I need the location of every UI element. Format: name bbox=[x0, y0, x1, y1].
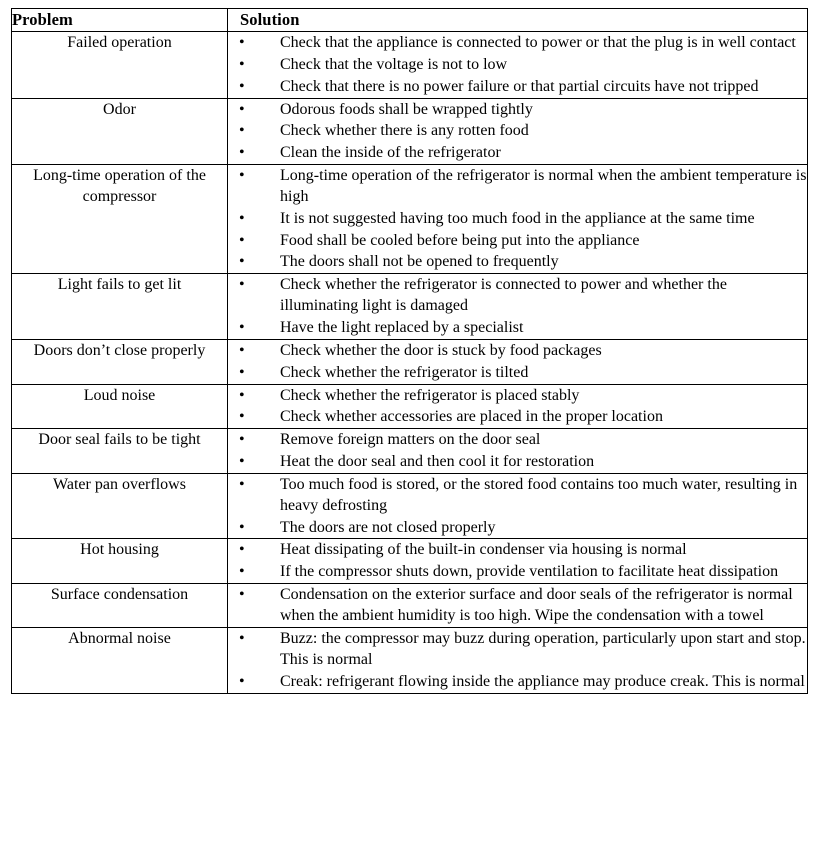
problem-label: Long-time operation of the compressor bbox=[33, 166, 206, 206]
column-header-solution: Solution bbox=[228, 9, 808, 32]
solution-list-item bbox=[228, 340, 807, 361]
solution-text: Check whether the refrigerator is connected to power and whether the illuminating light is damaged bbox=[280, 276, 727, 315]
bullet-icon: • bbox=[239, 672, 245, 690]
bullet-icon: • bbox=[239, 122, 245, 140]
bullet-icon: • bbox=[239, 341, 245, 359]
solution-text: Heat dissipating of the built-in condenser via housing is normal bbox=[280, 541, 687, 559]
solution-cell bbox=[228, 627, 808, 693]
solution-cell bbox=[228, 274, 808, 340]
solution-text: Check whether the door is stuck by food packages bbox=[280, 341, 602, 359]
table-header bbox=[12, 9, 808, 32]
solution-text: If the compressor shuts down, provide ventilation to facilitate heat dissipation bbox=[280, 563, 779, 581]
table-row bbox=[12, 539, 808, 584]
problem-label: Failed operation bbox=[67, 34, 172, 52]
solution-list bbox=[228, 340, 807, 383]
solution-list-item bbox=[228, 165, 807, 208]
problem-cell bbox=[12, 384, 228, 429]
table-row bbox=[12, 429, 808, 474]
solution-text: Have the light replaced by a specialist bbox=[280, 319, 524, 337]
solution-list-item bbox=[228, 451, 807, 472]
problem-label: Loud noise bbox=[83, 386, 156, 404]
solution-list bbox=[228, 165, 807, 273]
solution-list bbox=[228, 385, 807, 428]
table-row bbox=[12, 164, 808, 273]
solution-list-item bbox=[228, 362, 807, 383]
problem-cell bbox=[12, 164, 228, 273]
bullet-icon: • bbox=[239, 431, 245, 449]
solution-text: Food shall be cooled before being put into the appliance bbox=[280, 231, 640, 249]
solution-text: Condensation on the exterior surface and door seals of the refrigerator is normal when the ambient humidity is too high. Wipe the condensation with a towel bbox=[280, 585, 793, 625]
problem-label: Door seal fails to be tight bbox=[38, 431, 201, 449]
problem-cell bbox=[12, 98, 228, 164]
bullet-icon: • bbox=[239, 319, 245, 337]
bullet-icon: • bbox=[239, 231, 245, 249]
solution-list bbox=[228, 628, 807, 692]
solution-cell bbox=[228, 583, 808, 627]
bullet-icon: • bbox=[239, 629, 245, 647]
bullet-icon: • bbox=[239, 144, 245, 162]
troubleshooting-table bbox=[11, 8, 808, 694]
solution-text: Check whether accessories are placed in the proper location bbox=[280, 408, 663, 426]
problem-label: Surface condensation bbox=[50, 585, 189, 603]
solution-list-item bbox=[228, 628, 807, 671]
bullet-icon: • bbox=[239, 363, 245, 381]
solution-list-item bbox=[228, 54, 807, 75]
bullet-icon: • bbox=[239, 100, 245, 118]
bullet-icon: • bbox=[239, 276, 245, 294]
solution-cell bbox=[228, 384, 808, 429]
solution-list-item bbox=[228, 539, 807, 560]
problem-cell bbox=[12, 473, 228, 539]
solution-text: Long-time operation of the refrigerator is normal when the ambient temperature is high bbox=[280, 166, 807, 206]
solution-text: Creak: refrigerant flowing inside the appliance may produce creak. This is normal bbox=[280, 672, 805, 690]
solution-list-item bbox=[228, 584, 807, 627]
bullet-icon: • bbox=[239, 209, 245, 227]
problem-cell bbox=[12, 32, 228, 98]
solution-list bbox=[228, 539, 807, 582]
column-header-problem: Problem bbox=[12, 9, 228, 32]
problem-label: Odor bbox=[103, 100, 136, 118]
bullet-icon: • bbox=[239, 518, 245, 536]
solution-list bbox=[228, 584, 807, 627]
problem-label: Abnormal noise bbox=[68, 629, 171, 647]
problem-cell bbox=[12, 274, 228, 340]
bullet-icon: • bbox=[239, 56, 245, 74]
table-row bbox=[12, 583, 808, 627]
solution-text: Check whether the refrigerator is placed stably bbox=[280, 386, 580, 404]
solution-list-item bbox=[228, 142, 807, 163]
solution-text: Buzz: the compressor may buzz during operation, particularly upon start and stop. This is normal bbox=[280, 629, 806, 669]
table-row bbox=[12, 473, 808, 539]
solution-list-item bbox=[228, 120, 807, 141]
table-row bbox=[12, 98, 808, 164]
solution-list-item bbox=[228, 561, 807, 582]
solution-cell bbox=[228, 164, 808, 273]
table-row bbox=[12, 339, 808, 384]
solution-list bbox=[228, 474, 807, 538]
bullet-icon: • bbox=[239, 34, 245, 52]
solution-list-item bbox=[228, 32, 807, 53]
table-header-row bbox=[12, 9, 808, 32]
bullet-icon: • bbox=[239, 585, 245, 603]
solution-cell bbox=[228, 429, 808, 474]
solution-text: Check that the voltage is not to low bbox=[280, 56, 508, 74]
solution-text: The doors shall not be opened to frequently bbox=[280, 253, 559, 271]
table-row bbox=[12, 32, 808, 98]
solution-text: Check that the appliance is connected to power or that the plug is in well contact bbox=[280, 34, 796, 52]
bullet-icon: • bbox=[239, 452, 245, 470]
bullet-icon: • bbox=[239, 253, 245, 271]
problem-cell bbox=[12, 583, 228, 627]
solution-list-item bbox=[228, 251, 807, 272]
solution-cell bbox=[228, 32, 808, 98]
bullet-icon: • bbox=[239, 386, 245, 404]
solution-cell bbox=[228, 539, 808, 584]
solution-list-item bbox=[228, 517, 807, 538]
solution-list-item bbox=[228, 406, 807, 427]
solution-list bbox=[228, 32, 807, 97]
solution-list-item bbox=[228, 208, 807, 229]
problem-label: Hot housing bbox=[80, 541, 159, 559]
solution-text: It is not suggested having too much food in the appliance at the same time bbox=[280, 209, 755, 227]
solution-list-item bbox=[228, 671, 807, 692]
problem-label: Water pan overflows bbox=[53, 475, 186, 493]
bullet-icon: • bbox=[239, 475, 245, 493]
table-row bbox=[12, 384, 808, 429]
table-row bbox=[12, 274, 808, 340]
solution-list-item bbox=[228, 429, 807, 450]
solution-text: Check that there is no power failure or that partial circuits have not tripped bbox=[280, 77, 759, 95]
problem-cell bbox=[12, 627, 228, 693]
solution-list-item bbox=[228, 385, 807, 406]
table-row bbox=[12, 627, 808, 693]
problem-label: Light fails to get lit bbox=[57, 276, 182, 294]
problem-cell bbox=[12, 539, 228, 584]
solution-list bbox=[228, 429, 807, 472]
problem-cell bbox=[12, 429, 228, 474]
solution-list-item bbox=[228, 230, 807, 251]
solution-list-item bbox=[228, 76, 807, 97]
solution-text: Too much food is stored, or the stored food contains too much water, resulting in heavy defrosting bbox=[280, 475, 798, 514]
solution-cell bbox=[228, 339, 808, 384]
table-body bbox=[12, 32, 808, 693]
solution-list bbox=[228, 99, 807, 164]
bullet-icon: • bbox=[239, 77, 245, 95]
bullet-icon: • bbox=[239, 541, 245, 559]
problem-label: Doors don’t close properly bbox=[33, 341, 206, 359]
solution-list bbox=[228, 274, 807, 338]
bullet-icon: • bbox=[239, 166, 245, 184]
solution-list-item bbox=[228, 317, 807, 338]
solution-text: Heat the door seal and then cool it for restoration bbox=[280, 452, 595, 470]
solution-text: Clean the inside of the refrigerator bbox=[280, 144, 501, 162]
solution-text: Odorous foods shall be wrapped tightly bbox=[280, 100, 533, 118]
solution-text: The doors are not closed properly bbox=[280, 518, 496, 536]
solution-text: Check whether there is any rotten food bbox=[280, 122, 529, 140]
solution-list-item bbox=[228, 99, 807, 120]
problem-cell bbox=[12, 339, 228, 384]
solution-text: Check whether the refrigerator is tilted bbox=[280, 363, 529, 381]
solution-list-item bbox=[228, 274, 807, 317]
solution-list-item bbox=[228, 474, 807, 517]
solution-text: Remove foreign matters on the door seal bbox=[280, 431, 541, 449]
solution-cell bbox=[228, 98, 808, 164]
solution-cell bbox=[228, 473, 808, 539]
bullet-icon: • bbox=[239, 563, 245, 581]
bullet-icon: • bbox=[239, 408, 245, 426]
